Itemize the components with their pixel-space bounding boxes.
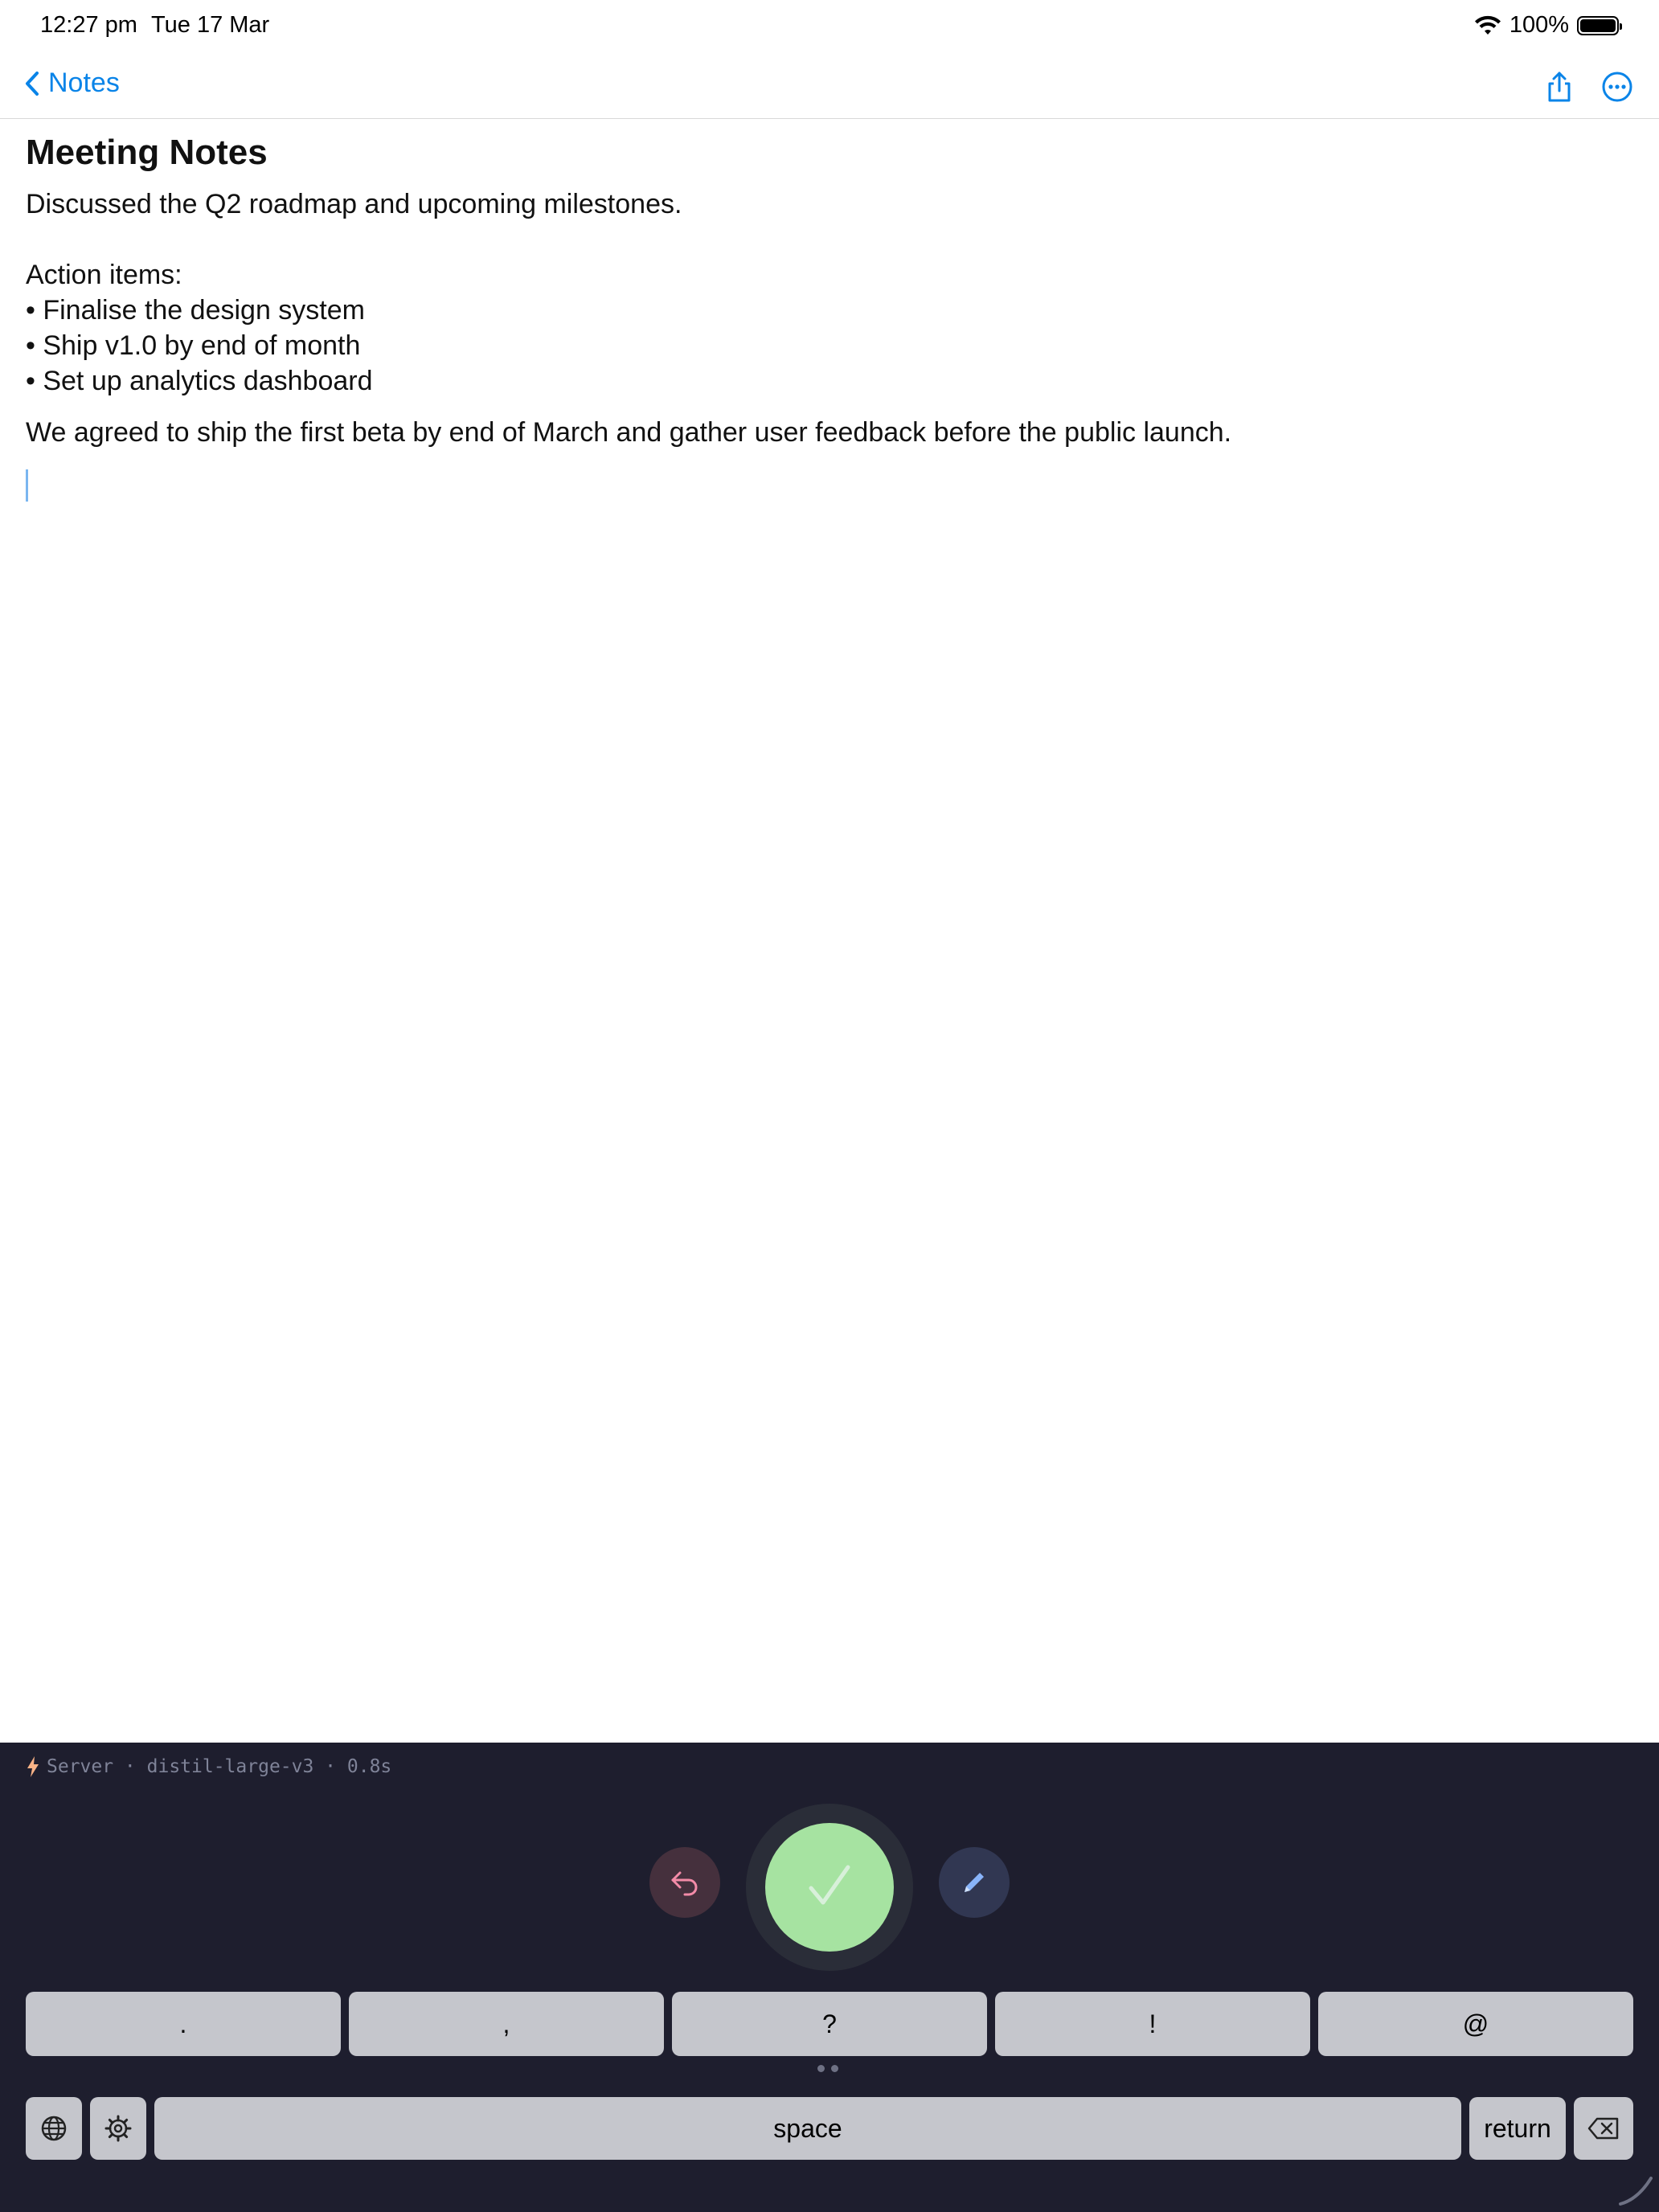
status-text: Server · distil-large-v3 · 0.8s	[47, 1756, 392, 1777]
more-icon[interactable]	[1600, 69, 1635, 104]
delete-key[interactable]	[1574, 2097, 1633, 2160]
action-items-heading[interactable]: Action items:	[26, 260, 182, 290]
battery-percent: 100%	[1509, 12, 1569, 38]
note-title[interactable]: Meeting Notes	[26, 133, 268, 172]
key-period[interactable]: .	[26, 1992, 341, 2056]
globe-key[interactable]	[26, 2097, 82, 2160]
page-dot	[817, 2065, 825, 2072]
note-intro[interactable]: Discussed the Q2 roadmap and upcoming milestones.	[26, 189, 682, 219]
gear-icon	[104, 2114, 133, 2143]
key-at[interactable]: @	[1318, 1992, 1633, 2056]
action-item[interactable]: • Finalise the design system	[26, 295, 365, 326]
checkmark-icon	[801, 1859, 858, 1915]
key-comma[interactable]: ,	[349, 1992, 664, 2056]
chevron-left-icon	[24, 71, 40, 96]
note-summary[interactable]: We agreed to ship the first beta by end of March and gather user feedback before the public launch.	[26, 417, 1232, 448]
globe-icon	[40, 2115, 68, 2142]
settings-key[interactable]	[90, 2097, 146, 2160]
backspace-icon	[1587, 2116, 1620, 2140]
voice-keyboard	[0, 1743, 1659, 2212]
status-indicators	[1474, 12, 1619, 39]
back-button[interactable]	[24, 68, 120, 99]
status-bar	[0, 0, 1659, 51]
action-item[interactable]: • Ship v1.0 by end of month	[26, 330, 361, 361]
edit-button[interactable]	[939, 1847, 1010, 1918]
undo-icon	[667, 1865, 703, 1900]
return-key[interactable]: return	[1469, 2097, 1566, 2160]
text-cursor	[26, 469, 28, 502]
bolt-icon	[26, 1755, 40, 1778]
page-indicator	[817, 2065, 838, 2072]
undo-button[interactable]	[649, 1847, 720, 1918]
action-item[interactable]: • Set up analytics dashboard	[26, 366, 373, 396]
confirm-button[interactable]	[765, 1823, 894, 1952]
status-date: Tue 17 Mar	[151, 12, 270, 38]
pencil-icon	[958, 1866, 990, 1899]
page-dot	[831, 2065, 838, 2072]
key-question[interactable]: ?	[672, 1992, 987, 2056]
battery-icon	[1577, 16, 1619, 35]
action-row	[0, 1804, 1659, 1972]
note-editor[interactable]	[26, 129, 1633, 502]
share-icon[interactable]	[1542, 69, 1577, 104]
wifi-icon	[1474, 15, 1501, 36]
resize-handle-icon[interactable]	[1614, 2167, 1654, 2207]
status-time: 12:27 pm	[40, 12, 137, 38]
space-key[interactable]: space	[154, 2097, 1461, 2160]
back-button-label: Notes	[48, 68, 120, 98]
key-exclamation[interactable]: !	[995, 1992, 1310, 2056]
nav-bar	[0, 51, 1659, 119]
transcription-status	[26, 1755, 391, 1778]
